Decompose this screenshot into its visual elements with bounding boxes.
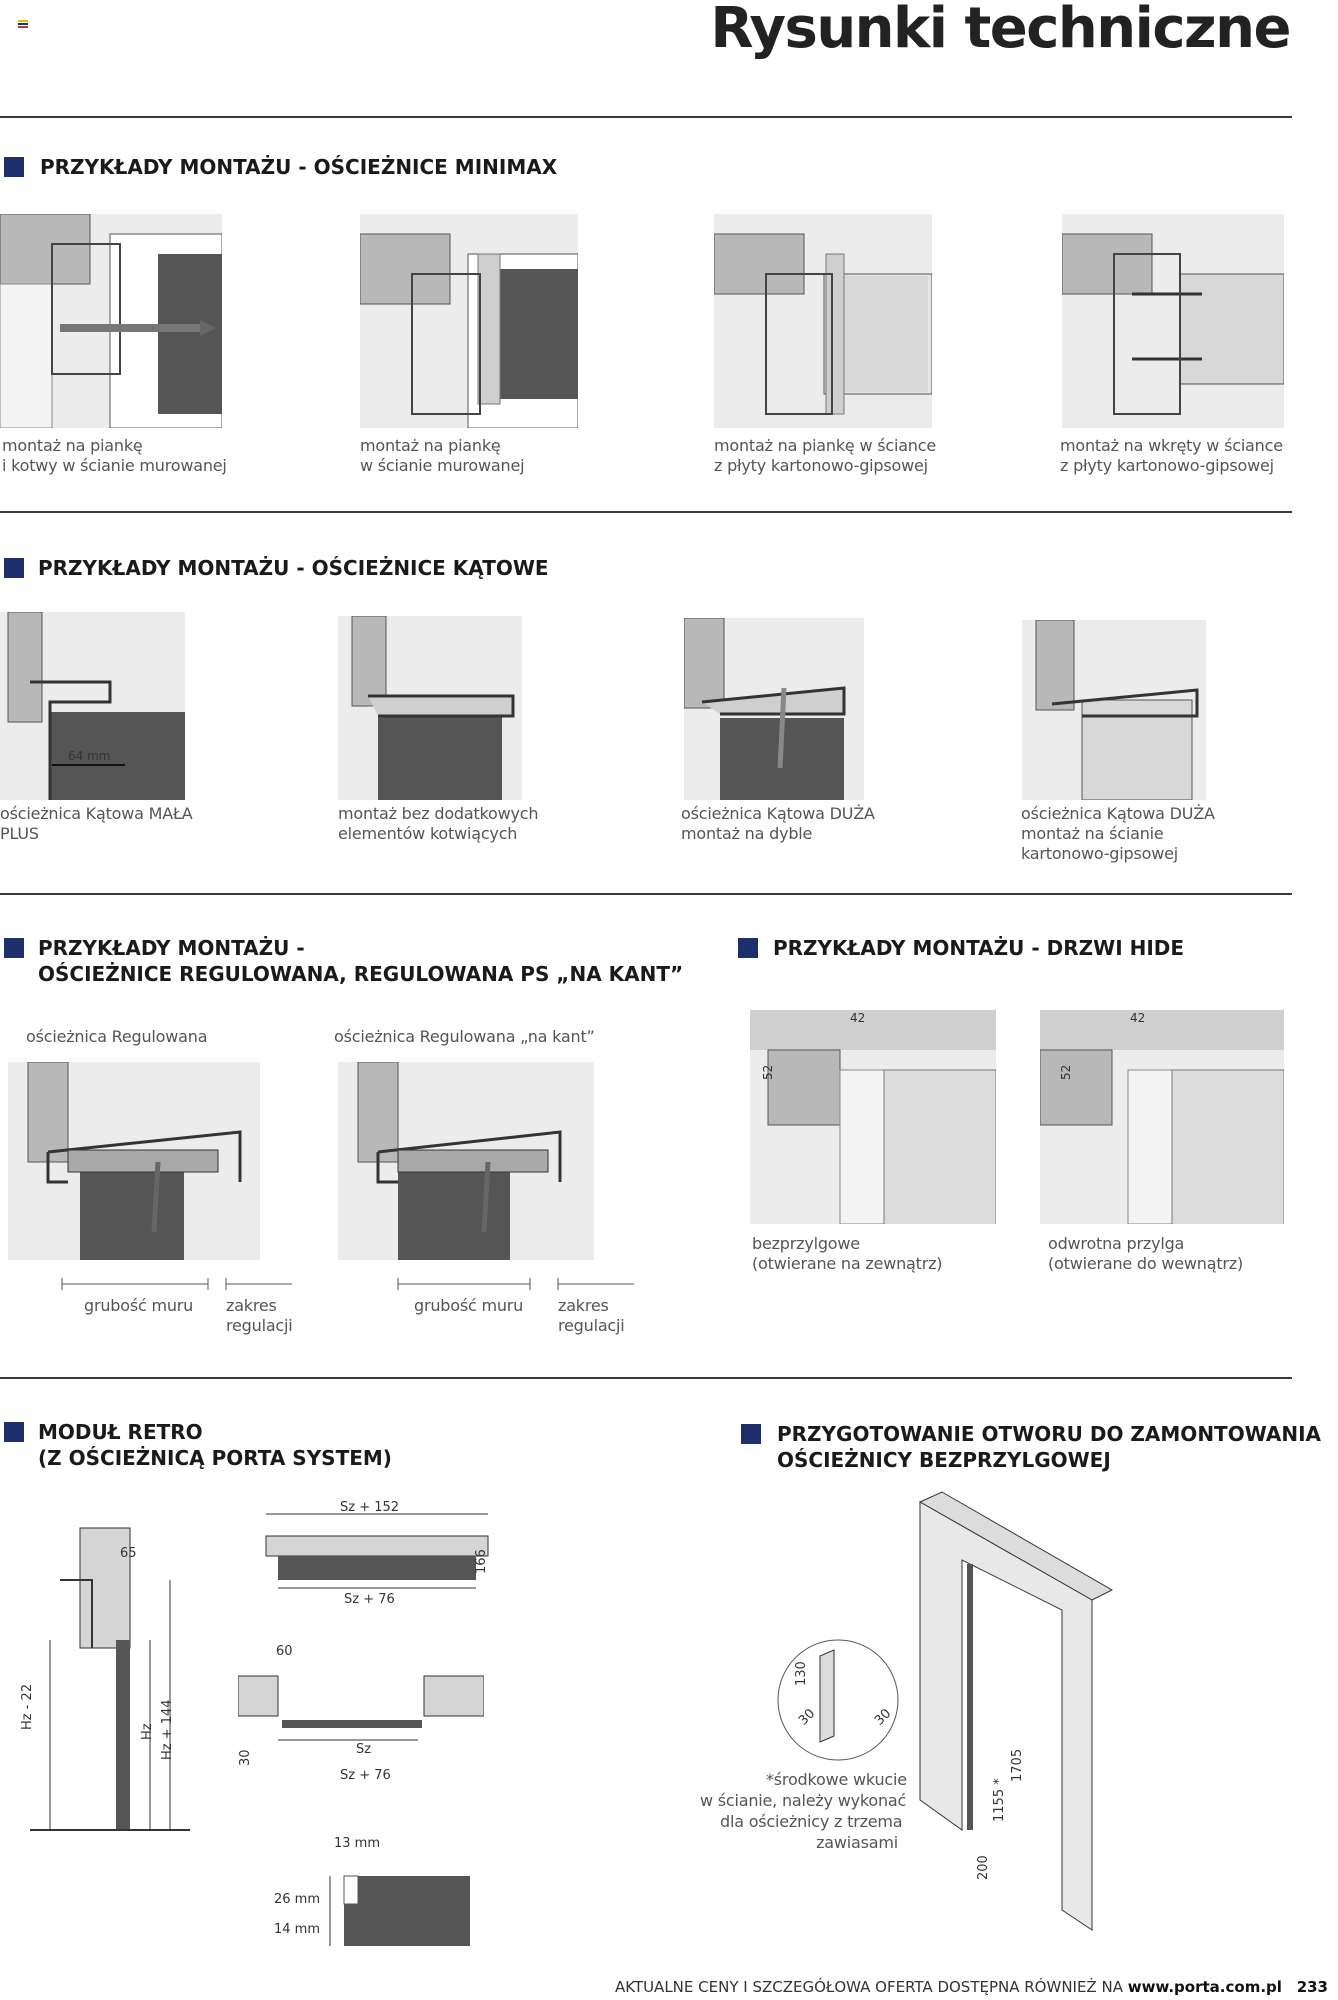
label-regulowana: ościeżnica Regulowana <box>26 1027 208 1046</box>
drawing-retro-profile <box>320 1860 470 1950</box>
flag-icon <box>18 20 28 27</box>
section-marker-icon <box>4 558 24 578</box>
drawing-retro-side <box>20 1520 200 1840</box>
label-grubosc-muru-1: grubość muru <box>84 1296 194 1315</box>
note-line-1: *środkowe wkucie <box>766 1770 907 1789</box>
caption-katowe-1-line1: ościeżnica Kątowa MAŁA <box>0 804 193 823</box>
figure-regulowana-1 <box>8 1062 260 1260</box>
figure-katowe-4 <box>1022 620 1206 800</box>
footer <box>615 1978 1328 1996</box>
dim-42: 42 <box>1130 1011 1146 1025</box>
label-grubosc-muru-2: grubość muru <box>414 1296 524 1315</box>
caption-katowe-1-line2: PLUS <box>0 824 39 843</box>
label-regulacji-2: regulacji <box>558 1316 625 1335</box>
dim-64mm: 64 mm <box>68 749 111 763</box>
section-title-regulowana-line2: OŚCIEŻNICE REGULOWANA, REGULOWANA PS „NA KANT” <box>38 962 684 986</box>
dim-166: 166 <box>474 1549 489 1574</box>
note-line-4: zawiasami <box>816 1833 898 1852</box>
footer-url[interactable]: www.porta.com.pl <box>1127 1978 1282 1996</box>
caption-katowe-2-line2: elementów kotwiących <box>338 824 518 843</box>
dim-1705: 1705 <box>1010 1748 1025 1782</box>
dim-65: 65 <box>120 1546 137 1561</box>
dim-30b: 30 <box>872 1706 895 1729</box>
caption-minimax-3-line2: z płyty kartonowo-gipsowej <box>714 456 928 475</box>
label-regulacji-1: regulacji <box>226 1316 293 1335</box>
section-title-retro-line1: MODUŁ RETRO <box>38 1420 203 1444</box>
dim-130: 130 <box>794 1661 809 1686</box>
section-title-otwor-line2: OŚCIEŻNICY BEZPRZYLGOWEJ <box>777 1448 1111 1472</box>
dim-30: 30 <box>238 1749 253 1766</box>
dim-sz-plus-76-top: Sz + 76 <box>344 1592 395 1607</box>
caption-katowe-4-line2: montaż na ścianie <box>1021 824 1164 843</box>
dim-200: 200 <box>976 1855 991 1880</box>
divider <box>0 116 1292 118</box>
figure-regulowana-2 <box>338 1062 594 1260</box>
caption-hide-2-line1: odwrotna przylga <box>1048 1234 1185 1253</box>
caption-minimax-3-line1: montaż na piankę w ściance <box>714 436 936 455</box>
dimension-arrow <box>556 1276 636 1292</box>
label-zakres-2: zakres <box>558 1296 609 1315</box>
caption-katowe-4-line1: ościeżnica Kątowa DUŻA <box>1021 804 1215 823</box>
figure-katowe-3 <box>684 618 864 800</box>
dimension-arrow <box>396 1276 532 1292</box>
caption-katowe-4-line3: kartonowo-gipsowej <box>1021 844 1178 863</box>
figure-minimax-4 <box>1062 214 1284 428</box>
caption-katowe-3-line2: montaż na dyble <box>681 824 813 843</box>
section-title-regulowana-line1: PRZYKŁADY MONTAŻU - <box>38 936 305 960</box>
divider <box>0 1377 1292 1379</box>
caption-hide-1-line2: (otwierane na zewnątrz) <box>752 1254 943 1273</box>
footer-text: AKTUALNE CENY I SZCZEGÓŁOWA OFERTA DOSTĘPNA RÓWNIEŻ NA <box>614 1978 1123 1996</box>
section-title-hide: PRZYKŁADY MONTAŻU - DRZWI HIDE <box>773 936 1185 960</box>
divider <box>0 511 1292 513</box>
dim-30a: 30 <box>796 1706 819 1729</box>
dim-hz-plus-144: Hz + 144 <box>160 1699 175 1760</box>
caption-minimax-1-line1: montaż na piankę <box>2 436 143 455</box>
section-marker-icon <box>4 1422 24 1442</box>
dim-sz-plus-152: Sz + 152 <box>340 1500 400 1515</box>
figure-hide-2 <box>1040 1010 1284 1224</box>
dim-60: 60 <box>276 1644 293 1659</box>
dim-sz: Sz <box>356 1742 372 1757</box>
dim-52: 52 <box>761 1064 775 1080</box>
figure-minimax-2 <box>360 214 578 428</box>
section-title-katowe: PRZYKŁADY MONTAŻU - OŚCIEŻNICE KĄTOWE <box>38 556 549 580</box>
caption-katowe-2-line1: montaż bez dodatkowych <box>338 804 539 823</box>
section-marker-icon <box>741 1424 761 1444</box>
dim-42: 42 <box>850 1011 866 1025</box>
figure-hide-1 <box>750 1010 996 1224</box>
caption-minimax-2-line2: w ścianie murowanej <box>360 456 525 475</box>
figure-minimax-3 <box>714 214 932 428</box>
page-title: Rysunki techniczne <box>710 0 1290 61</box>
dim-1155: 1155 * <box>992 1778 1007 1822</box>
section-title-minimax: PRZYKŁADY MONTAŻU - OŚCIEŻNICE MINIMAX <box>40 155 558 179</box>
drawing-detail-circle <box>774 1636 902 1764</box>
section-marker-icon <box>4 157 24 177</box>
caption-minimax-4-line2: z płyty kartonowo-gipsowej <box>1060 456 1274 475</box>
caption-hide-1-line1: bezprzylgowe <box>752 1234 860 1253</box>
caption-minimax-2-line1: montaż na piankę <box>360 436 501 455</box>
figure-katowe-2 <box>338 616 522 800</box>
label-regulowana-na-kant: ościeżnica Regulowana „na kant” <box>334 1027 595 1046</box>
caption-minimax-1-line2: i kotwy w ścianie murowanej <box>2 456 227 475</box>
dim-52: 52 <box>1059 1064 1073 1080</box>
section-marker-icon <box>4 938 24 958</box>
dimension-arrow <box>60 1276 210 1292</box>
divider <box>0 893 1292 895</box>
section-title-retro-line2: (Z OŚCIEŻNICĄ PORTA SYSTEM) <box>38 1446 392 1470</box>
note-line-3: dla ościeżnicy z trzema <box>720 1812 903 1831</box>
dim-hz-minus-22: Hz - 22 <box>20 1683 35 1730</box>
dim-hz: Hz <box>140 1723 155 1740</box>
caption-hide-2-line2: (otwierane do wewnątrz) <box>1048 1254 1244 1273</box>
caption-minimax-4-line1: montaż na wkręty w ściance <box>1060 436 1283 455</box>
dim-sz-plus-76: Sz + 76 <box>340 1768 391 1783</box>
dim-14mm: 14 mm <box>274 1922 321 1937</box>
figure-minimax-1 <box>0 214 222 428</box>
dim-26mm: 26 mm <box>274 1892 321 1907</box>
section-marker-icon <box>738 938 758 958</box>
note-line-2: w ścianie, należy wykonać <box>700 1791 907 1810</box>
dim-13mm: 13 mm <box>334 1836 381 1851</box>
page-number: 233 <box>1296 1978 1328 1996</box>
section-title-otwor-line1: PRZYGOTOWANIE OTWORU DO ZAMONTOWANIA <box>777 1422 1321 1446</box>
drawing-wall-opening <box>912 1490 1126 1940</box>
caption-katowe-3-line1: ościeżnica Kątowa DUŻA <box>681 804 875 823</box>
dimension-arrow <box>224 1276 294 1292</box>
figure-katowe-1 <box>0 612 185 800</box>
label-zakres-1: zakres <box>226 1296 277 1315</box>
